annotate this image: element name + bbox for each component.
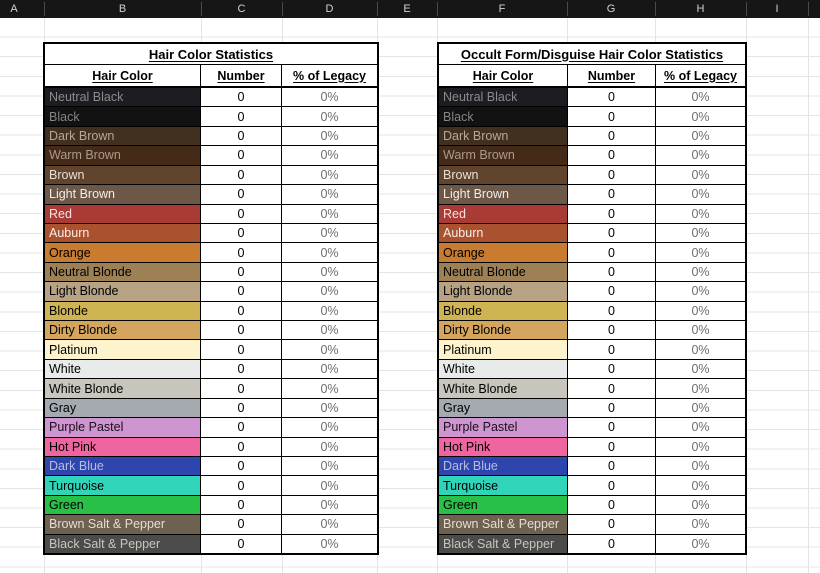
column-divider [437, 2, 438, 16]
percent-cell[interactable]: 0% [691, 303, 710, 318]
number-cell[interactable]: 0 [201, 360, 282, 378]
number-cell[interactable]: 0 [201, 535, 282, 553]
percent-cell[interactable]: 0% [691, 167, 710, 182]
number-cell[interactable]: 0 [201, 205, 282, 223]
number-cell[interactable]: 0 [201, 107, 282, 125]
number-cell[interactable]: 0 [201, 476, 282, 494]
hair-color-cell[interactable]: Dirty Blonde [439, 321, 568, 339]
column-header-G[interactable]: G [606, 3, 616, 15]
column-header-E[interactable]: E [403, 3, 411, 15]
occult-hair-color-stats-table [437, 42, 747, 555]
hair-color-cell[interactable]: Brown Salt & Pepper [45, 515, 201, 533]
number-cell[interactable]: 0 [201, 457, 282, 475]
number-cell[interactable]: 0 [568, 438, 656, 456]
hair-color-cell[interactable]: Hot Pink [439, 438, 568, 456]
percent-cell[interactable]: 0% [691, 498, 710, 513]
number-cell[interactable]: 0 [568, 263, 656, 281]
percent-cell[interactable]: 0% [320, 90, 339, 105]
number-cell[interactable]: 0 [201, 340, 282, 358]
table-row [45, 185, 377, 204]
number-cell[interactable]: 0 [568, 88, 656, 106]
number-cell[interactable]: 0 [568, 399, 656, 417]
table-row [45, 340, 377, 359]
hair-color-cell[interactable]: Light Blonde [45, 282, 201, 300]
percent-cell[interactable]: 0% [691, 439, 710, 454]
number-cell[interactable]: 0 [568, 205, 656, 223]
number-cell[interactable]: 0 [568, 515, 656, 533]
number-cell[interactable]: 0 [568, 166, 656, 184]
number-cell[interactable]: 0 [201, 88, 282, 106]
table-row [45, 243, 377, 262]
number-cell[interactable]: 0 [568, 146, 656, 164]
hair-color-cell[interactable]: Brown [439, 166, 568, 184]
percent-cell[interactable]: 0% [320, 206, 339, 221]
column-divider [201, 2, 202, 16]
column-header-B[interactable]: B [118, 3, 127, 15]
table-row [439, 476, 745, 495]
column-divider [567, 2, 568, 16]
hair-color-cell[interactable]: Gray [439, 399, 568, 417]
hair-color-cell[interactable]: Auburn [45, 224, 201, 242]
column-header-strip [0, 0, 820, 18]
table-row [45, 107, 377, 126]
hair-color-stats-table [43, 42, 379, 555]
table-row [439, 224, 745, 243]
number-cell[interactable]: 0 [568, 340, 656, 358]
table-header-row [45, 65, 377, 88]
hair-color-cell[interactable]: Warm Brown [45, 146, 201, 164]
number-cell[interactable]: 0 [201, 146, 282, 164]
number-cell[interactable]: 0 [568, 321, 656, 339]
number-cell[interactable]: 0 [201, 418, 282, 436]
table-row [45, 535, 377, 553]
hair-color-cell[interactable]: Black [439, 107, 568, 125]
column-header-A[interactable]: A [10, 3, 18, 15]
number-cell[interactable]: 0 [201, 166, 282, 184]
vertical-gridline [808, 18, 809, 573]
percent-cell[interactable]: 0% [320, 226, 339, 241]
number-cell[interactable]: 0 [201, 379, 282, 397]
hair-color-cell[interactable]: Platinum [45, 340, 201, 358]
table-row [439, 418, 745, 437]
number-cell[interactable]: 0 [568, 302, 656, 320]
number-cell[interactable]: 0 [568, 224, 656, 242]
table-row [45, 321, 377, 340]
hair-color-cell[interactable]: Black Salt & Pepper [45, 535, 201, 553]
hair-color-cell[interactable]: Light Brown [45, 185, 201, 203]
table-row [45, 399, 377, 418]
column-divider [655, 2, 656, 16]
header-number[interactable]: Number [201, 65, 282, 86]
hair-color-cell[interactable]: Brown Salt & Pepper [439, 515, 568, 533]
table-row [439, 457, 745, 476]
percent-cell[interactable]: 0% [320, 459, 339, 474]
hair-color-cell[interactable]: Neutral Blonde [45, 263, 201, 281]
hair-color-cell[interactable]: Neutral Black [45, 88, 201, 106]
table-row [45, 146, 377, 165]
hair-color-cell[interactable]: Blonde [439, 302, 568, 320]
hair-color-cell[interactable]: White [439, 360, 568, 378]
hair-color-cell[interactable]: Purple Pastel [439, 418, 568, 436]
number-cell[interactable]: 0 [568, 360, 656, 378]
table-row [439, 321, 745, 340]
percent-cell[interactable]: 0% [320, 109, 339, 124]
header-number[interactable]: Number [568, 65, 656, 86]
percent-cell[interactable]: 0% [320, 265, 339, 279]
percent-cell[interactable]: 0% [691, 459, 710, 474]
table-row [45, 379, 377, 398]
table-row [439, 399, 745, 418]
header-hair-color[interactable]: Hair Color [45, 65, 201, 86]
percent-cell[interactable]: 0% [320, 303, 339, 318]
table-row [45, 224, 377, 243]
table-row [439, 438, 745, 457]
hair-color-cell[interactable]: Dirty Blonde [45, 321, 201, 339]
table-row [45, 127, 377, 146]
hair-color-cell[interactable]: Neutral Blonde [439, 263, 568, 281]
hair-color-cell[interactable]: White Blonde [439, 379, 568, 397]
percent-cell[interactable]: 0% [691, 284, 710, 299]
number-cell[interactable]: 0 [201, 321, 282, 339]
number-cell[interactable]: 0 [201, 496, 282, 514]
hair-color-cell[interactable]: Warm Brown [439, 146, 568, 164]
percent-cell[interactable]: 0% [320, 362, 339, 377]
table-row [45, 515, 377, 534]
number-cell[interactable]: 0 [568, 418, 656, 436]
table-row [439, 496, 745, 515]
number-cell[interactable]: 0 [568, 127, 656, 145]
percent-cell[interactable]: 0% [691, 109, 710, 124]
table-row [439, 127, 745, 146]
number-cell[interactable]: 0 [201, 399, 282, 417]
hair-color-cell[interactable]: White [45, 360, 201, 378]
hair-color-cell[interactable]: Hot Pink [45, 438, 201, 456]
table-row [439, 107, 745, 126]
percent-cell[interactable]: 0% [320, 167, 339, 182]
number-cell[interactable]: 0 [201, 302, 282, 320]
table-row [439, 88, 745, 107]
hair-color-cell[interactable]: Dark Brown [439, 127, 568, 145]
header-percent-of-legacy[interactable]: % of Legacy [293, 68, 366, 83]
table-row [439, 360, 745, 379]
column-divider [808, 2, 809, 16]
number-cell[interactable]: 0 [201, 224, 282, 242]
column-divider [746, 2, 747, 16]
table-row [45, 496, 377, 515]
table-row [45, 457, 377, 476]
table-row [439, 166, 745, 185]
table-row [45, 166, 377, 185]
hair-color-cell[interactable]: Red [439, 205, 568, 223]
percent-cell[interactable]: 0% [320, 245, 339, 260]
percent-cell[interactable]: 0% [320, 400, 339, 415]
percent-cell[interactable]: 0% [320, 420, 339, 435]
number-cell[interactable]: 0 [568, 185, 656, 203]
percent-cell[interactable]: 0% [320, 129, 339, 144]
table-row [439, 282, 745, 301]
column-divider [282, 2, 283, 16]
table-row [439, 340, 745, 359]
percent-cell[interactable]: 0% [320, 536, 339, 551]
hair-color-cell[interactable]: Black [45, 107, 201, 125]
table-row [45, 302, 377, 321]
number-cell[interactable]: 0 [568, 282, 656, 300]
hair-color-cell[interactable]: Orange [45, 243, 201, 261]
percent-cell[interactable]: 0% [320, 517, 339, 532]
percent-cell[interactable]: 0% [320, 148, 339, 163]
number-cell[interactable]: 0 [568, 476, 656, 494]
percent-cell[interactable]: 0% [691, 420, 710, 435]
percent-cell[interactable]: 0% [691, 400, 710, 415]
percent-cell[interactable]: 0% [691, 478, 710, 493]
column-header-D[interactable]: D [325, 3, 334, 15]
table-row [439, 302, 745, 321]
percent-cell[interactable]: 0% [691, 206, 710, 221]
percent-cell[interactable]: 0% [691, 265, 710, 279]
table-row [45, 360, 377, 379]
hair-color-cell[interactable]: Red [45, 205, 201, 223]
percent-cell[interactable]: 0% [320, 323, 339, 338]
percent-cell[interactable]: 0% [320, 381, 339, 396]
number-cell[interactable]: 0 [201, 127, 282, 145]
table-row [439, 379, 745, 398]
table-row [45, 88, 377, 107]
column-header-I[interactable]: I [775, 3, 779, 15]
table-rows [439, 88, 745, 553]
table-row [45, 418, 377, 437]
number-cell[interactable]: 0 [568, 107, 656, 125]
table-row [45, 438, 377, 457]
hair-color-cell[interactable]: Light Brown [439, 185, 568, 203]
hair-color-cell[interactable]: Blonde [45, 302, 201, 320]
column-header-C[interactable]: C [237, 3, 246, 15]
header-percent-of-legacy[interactable]: % of Legacy [664, 68, 737, 83]
number-cell[interactable]: 0 [201, 515, 282, 533]
percent-cell[interactable]: 0% [691, 245, 710, 260]
column-divider [44, 2, 45, 16]
percent-cell[interactable]: 0% [691, 342, 710, 357]
percent-cell[interactable]: 0% [691, 129, 710, 144]
header-hair-color[interactable]: Hair Color [439, 65, 568, 86]
percent-cell[interactable]: 0% [691, 536, 710, 551]
table-row [439, 146, 745, 165]
number-cell[interactable]: 0 [201, 243, 282, 261]
percent-cell[interactable]: 0% [691, 517, 710, 532]
percent-cell[interactable]: 0% [320, 187, 339, 202]
table-row [439, 535, 745, 553]
percent-cell[interactable]: 0% [320, 284, 339, 299]
number-cell[interactable]: 0 [568, 243, 656, 261]
table-rows [45, 88, 377, 553]
table-title[interactable]: Occult Form/Disguise Hair Color Statistics [439, 44, 745, 65]
column-divider [377, 2, 378, 16]
table-row [439, 515, 745, 534]
hair-color-cell[interactable]: Turquoise [45, 476, 201, 494]
percent-cell[interactable]: 0% [691, 187, 710, 202]
percent-cell[interactable]: 0% [320, 439, 339, 454]
percent-cell[interactable]: 0% [320, 478, 339, 493]
number-cell[interactable]: 0 [568, 496, 656, 514]
table-row [45, 476, 377, 495]
number-cell[interactable]: 0 [201, 185, 282, 203]
table-row [439, 185, 745, 204]
number-cell[interactable]: 0 [568, 457, 656, 475]
table-header-row [439, 65, 745, 88]
column-header-F[interactable]: F [498, 3, 506, 15]
hair-color-cell[interactable]: Purple Pastel [45, 418, 201, 436]
percent-cell[interactable]: 0% [691, 90, 710, 105]
hair-color-cell[interactable]: Green [45, 496, 201, 514]
hair-color-cell[interactable]: Auburn [439, 224, 568, 242]
number-cell[interactable]: 0 [201, 282, 282, 300]
table-row [439, 205, 745, 224]
hair-color-cell[interactable]: Turquoise [439, 476, 568, 494]
hair-color-cell[interactable]: Neutral Black [439, 88, 568, 106]
hair-color-cell[interactable]: Dark Blue [45, 457, 201, 475]
percent-cell[interactable]: 0% [691, 226, 710, 241]
number-cell[interactable]: 0 [568, 535, 656, 553]
percent-cell[interactable]: 0% [691, 323, 710, 338]
hair-color-cell[interactable]: White Blonde [45, 379, 201, 397]
percent-cell[interactable]: 0% [320, 498, 339, 513]
hair-color-cell[interactable]: Orange [439, 243, 568, 261]
hair-color-cell[interactable]: Dark Brown [45, 127, 201, 145]
hair-color-cell[interactable]: Platinum [439, 340, 568, 358]
hair-color-cell[interactable]: Light Blonde [439, 282, 568, 300]
percent-cell[interactable]: 0% [691, 148, 710, 163]
hair-color-cell[interactable]: Dark Blue [439, 457, 568, 475]
percent-cell[interactable]: 0% [691, 381, 710, 396]
number-cell[interactable]: 0 [201, 438, 282, 456]
hair-color-cell[interactable]: Black Salt & Pepper [439, 535, 568, 553]
number-cell[interactable]: 0 [568, 379, 656, 397]
percent-cell[interactable]: 0% [320, 342, 339, 357]
column-header-H[interactable]: H [696, 3, 705, 15]
hair-color-cell[interactable]: Gray [45, 399, 201, 417]
number-cell[interactable]: 0 [201, 263, 282, 281]
table-title[interactable]: Hair Color Statistics [45, 44, 377, 65]
hair-color-cell[interactable]: Green [439, 496, 568, 514]
table-row [45, 205, 377, 224]
table-row [45, 282, 377, 301]
table-row [439, 263, 745, 282]
percent-cell[interactable]: 0% [691, 362, 710, 377]
table-row [439, 243, 745, 262]
table-row [45, 263, 377, 282]
hair-color-cell[interactable]: Brown [45, 166, 201, 184]
